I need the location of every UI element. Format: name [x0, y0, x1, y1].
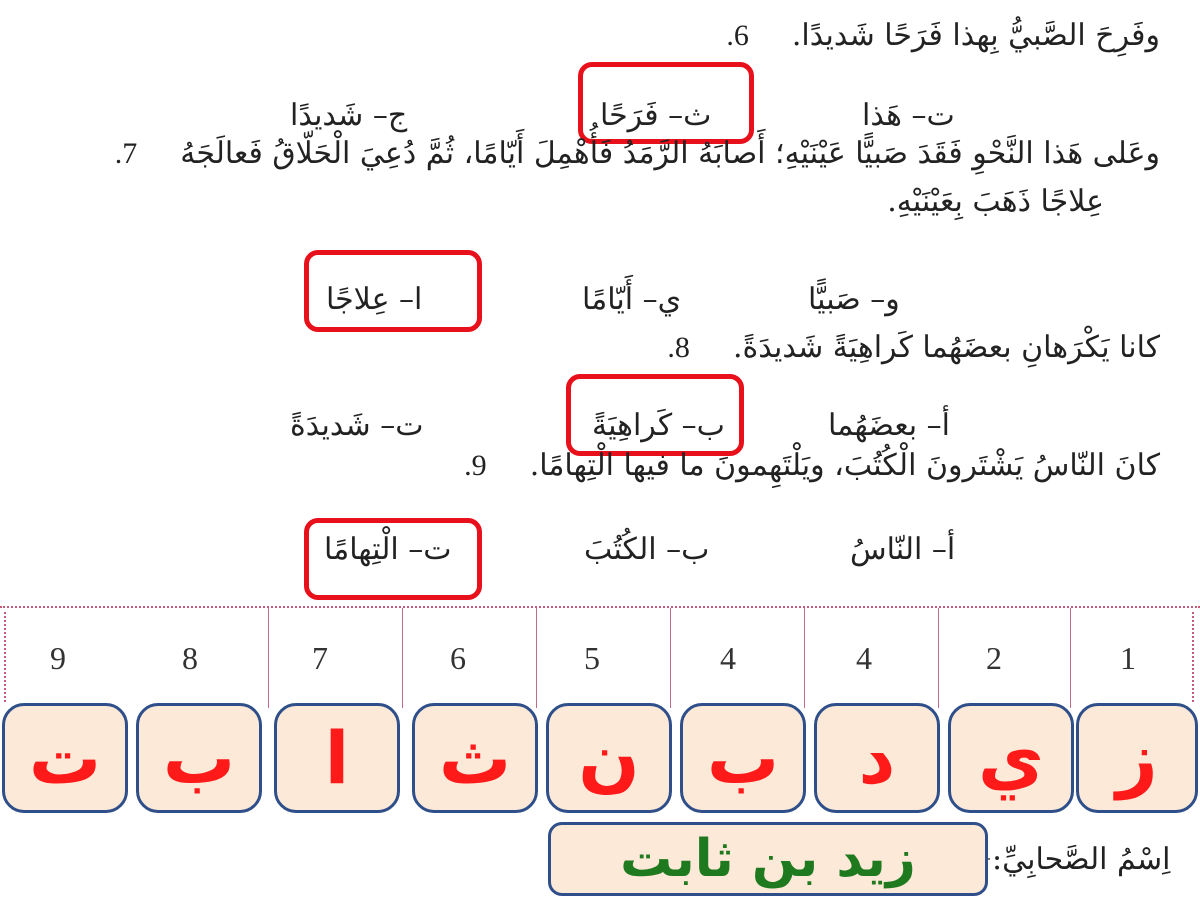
grid-divider — [402, 608, 403, 708]
answer-letter-box: ب — [136, 703, 262, 813]
question-8-text: كانا يَكْرَهانِ بعضَهُما كَراهِيَةً شَديدَةً. — [732, 330, 1160, 365]
option-9-3: ت– الْتِهامًا — [324, 532, 452, 567]
question-9 — [464, 444, 1160, 488]
option-9-1: أ– النّاسُ — [850, 532, 956, 567]
answer-letter-box: ي — [948, 703, 1074, 813]
question-6 — [726, 14, 1160, 58]
companion-label: اِسْمُ الصَّحابِيِّ: — [992, 842, 1171, 877]
answer-letter-box: ث — [412, 703, 538, 813]
option-6-1: ت– هَذا — [862, 98, 955, 133]
option-7-1: و– صَبيًّا — [808, 282, 900, 317]
column-number: 2 — [986, 640, 1002, 676]
option-7-2: ي– أَيّامًا — [582, 282, 682, 317]
answer-highlight-9 — [304, 518, 482, 600]
question-9-text: كانَ النّاسُ يَشْتَرونَ الْكُتُبَ، ويَلْتَهِمونَ ما فيها الْتِهامًا. — [529, 448, 1160, 483]
question-7 — [115, 132, 1160, 176]
grid-border-left — [4, 612, 8, 702]
answer-letter-box: ا — [274, 703, 400, 813]
option-7-3: ا– عِلاجًا — [326, 282, 423, 317]
column-number: 6 — [450, 640, 466, 676]
column-number: 4 — [720, 640, 736, 676]
option-8-1: أ– بعضَهُما — [828, 408, 951, 443]
question-9-number: 9. — [464, 449, 487, 482]
column-number: 5 — [584, 640, 600, 676]
column-number: 7 — [312, 640, 328, 676]
column-number: 4 — [856, 640, 872, 676]
answer-letter-box: د — [814, 703, 940, 813]
grid-divider — [268, 608, 269, 708]
option-8-2: ب– كَراهِيَةً — [592, 408, 725, 443]
answer-letter-box: ب — [680, 703, 806, 813]
column-number: 8 — [182, 640, 198, 676]
question-7-number: 7. — [114, 137, 138, 170]
grid-divider — [1070, 608, 1071, 708]
option-6-2: ث– فَرَحًا — [600, 98, 712, 133]
answer-letter-box: ن — [546, 703, 672, 813]
question-7-text: وعَلى هَذا النَّحْوِ فَقَدَ صَبيًّا عَيْنَيْهِ؛ أَصابَهُ الرَّمَدُ فَأُهْمِلَ أَيّامًا، ثُمَّ دُعِيَ الْحَلّاقُ فَعالَجَهُ — [180, 136, 1160, 171]
grid-divider — [938, 608, 939, 708]
option-9-2: ب– الكُتُبَ — [584, 532, 710, 567]
grid-divider — [804, 608, 805, 708]
column-number: 9 — [50, 640, 66, 676]
answer-letter-box: ز — [1076, 703, 1198, 813]
grid-border-right — [1192, 612, 1196, 702]
answer-highlight-7 — [304, 250, 482, 332]
question-8-number: 8. — [667, 331, 690, 364]
option-6-3: ج– شَديدًا — [290, 98, 408, 133]
answer-letter-box: ت — [2, 703, 128, 813]
question-6-text: وفَرِحَ الصَّبيُّ بِهذا فَرَحًا شَديدًا. — [791, 18, 1160, 53]
question-8 — [667, 326, 1160, 370]
grid-divider — [536, 608, 537, 708]
grid-divider — [670, 608, 671, 708]
companion-answer-box: زيد بن ثابت — [548, 822, 988, 896]
column-number: 1 — [1120, 640, 1136, 676]
question-6-number: 6. — [726, 19, 749, 52]
option-8-3: ت– شَديدَةً — [290, 408, 424, 443]
question-7-continuation: عِلاجًا ذَهَبَ بِعَيْنَيْهِ. — [887, 184, 1104, 219]
